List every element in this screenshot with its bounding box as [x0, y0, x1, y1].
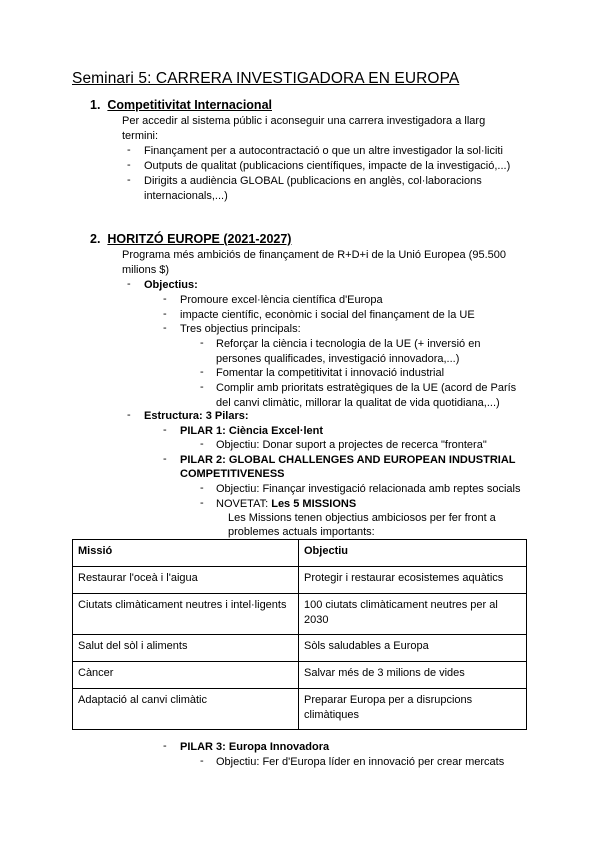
- dash-icon: -: [200, 482, 204, 494]
- table-cell: Adaptació al canvi climàtic: [73, 689, 299, 730]
- list-item: Fomentar la competitivitat i innovació industrial: [216, 367, 445, 379]
- section-1-intro: Per accedir al sistema públic i aconseguir una carrera investigadora a llarg: [122, 115, 486, 127]
- dash-icon: -: [127, 159, 131, 171]
- dash-icon: -: [200, 337, 204, 349]
- list-item: Complir amb prioritats estratègiques de la UE (acord de París: [216, 382, 517, 394]
- dash-icon: -: [127, 144, 131, 156]
- novetat-prefix: NOVETAT:: [216, 498, 272, 510]
- table-cell: Restaurar l'oceà i l'aigua: [73, 567, 299, 594]
- table-row: [73, 594, 527, 635]
- dash-icon: -: [163, 308, 167, 320]
- dash-icon: -: [200, 755, 204, 767]
- dash-icon: -: [200, 381, 204, 393]
- pilar-2: PILAR 2: GLOBAL CHALLENGES AND EUROPEAN INDUSTRIAL: [180, 454, 516, 466]
- dash-icon: -: [163, 740, 167, 752]
- missions-description-cont: problemes actuals importants:: [228, 526, 375, 538]
- dash-icon: -: [200, 438, 204, 450]
- table-row: [73, 689, 527, 730]
- list-item: Dirigits a audiència GLOBAL (publicacions en anglès, col·laboracions: [144, 175, 482, 187]
- section-2-intro-cont: milions $): [122, 264, 170, 276]
- dash-icon: -: [127, 174, 131, 186]
- table-cell: 100 ciutats climàticament neutres per al 2030: [299, 594, 527, 635]
- section-2-intro: Programa més ambiciós de finançament de R+D+i de la Unió Europea (95.500: [122, 249, 506, 261]
- list-item-cont: internacionals,...): [144, 190, 228, 202]
- table-cell: Protegir i restaurar ecosistemes aquàtics: [299, 567, 527, 594]
- list-item: Objectiu: Donar suport a projectes de recerca "frontera": [216, 439, 487, 451]
- novetat-missions: Les 5 MISSIONS: [271, 498, 357, 510]
- novetat-item: [216, 497, 356, 512]
- list-item: Outputs de qualitat (publicacions científiques, impacte de la investigació,...): [144, 160, 511, 172]
- estructura-label: Estructura: 3 Pilars:: [144, 410, 249, 422]
- list-item: Objectiu: Fer d'Europa líder en innovació per crear mercats: [216, 756, 505, 768]
- objectius-label: Objectius:: [144, 279, 198, 291]
- dash-icon: -: [163, 424, 167, 436]
- section-1-heading: [90, 98, 272, 112]
- table-row: [73, 635, 527, 662]
- list-item: Tres objectius principals:: [180, 323, 301, 335]
- table-cell: Sòls saludables a Europa: [299, 635, 527, 662]
- list-item: Finançament per a autocontractació o que un altre investigador la sol·liciti: [144, 145, 503, 157]
- table-header-row: [73, 540, 527, 567]
- table-header: Objectiu: [299, 540, 527, 567]
- table-cell: Ciutats climàticament neutres i intel·ligents: [73, 594, 299, 635]
- table-cell: Salvar més de 3 milions de vides: [299, 662, 527, 689]
- table-row: [73, 567, 527, 594]
- table-cell: Càncer: [73, 662, 299, 689]
- dash-icon: -: [163, 322, 167, 334]
- table-header: Missió: [73, 540, 299, 567]
- table-cell: Salut del sòl i aliments: [73, 635, 299, 662]
- section-1-number: 1.: [90, 98, 101, 112]
- dash-icon: -: [200, 366, 204, 378]
- list-item: Objectiu: Finançar investigació relacionada amb reptes socials: [216, 483, 521, 495]
- section-2-title: HORITZÓ EUROPE (2021-2027): [107, 232, 292, 246]
- list-item-cont: persones qualificades, investigació innovadora,...): [216, 353, 460, 365]
- page-title: Seminari 5: CARRERA INVESTIGADORA EN EUROPA: [72, 70, 460, 87]
- list-item-cont: del canvi climàtic, millorar la qualitat de vida quotidiana,...): [216, 397, 500, 409]
- section-1-title: Competitivitat Internacional: [107, 98, 272, 112]
- dash-icon: -: [127, 278, 131, 290]
- section-1-intro-cont: termini:: [122, 130, 159, 142]
- section-2-heading: [90, 232, 291, 246]
- missions-table: [72, 539, 527, 730]
- list-item: Reforçar la ciència i tecnologia de la UE (+ inversió en: [216, 338, 481, 350]
- list-item: Promoure excel·lència científica d'Europa: [180, 294, 383, 306]
- dash-icon: -: [163, 293, 167, 305]
- section-2-number: 2.: [90, 232, 101, 246]
- pilar-1: PILAR 1: Ciència Excel·lent: [180, 425, 324, 437]
- pilar-3: PILAR 3: Europa Innovadora: [180, 741, 330, 753]
- table-row: [73, 662, 527, 689]
- pilar-2-cont: COMPETITIVENESS: [180, 468, 285, 480]
- dash-icon: -: [163, 453, 167, 465]
- dash-icon: -: [200, 497, 204, 509]
- dash-icon: -: [127, 409, 131, 421]
- table-cell: Preparar Europa per a disrupcions climàtiques: [299, 689, 527, 730]
- list-item: impacte científic, econòmic i social del finançament de la UE: [180, 309, 475, 321]
- missions-description: Les Missions tenen objectius ambiciosos per fer front a: [228, 512, 496, 524]
